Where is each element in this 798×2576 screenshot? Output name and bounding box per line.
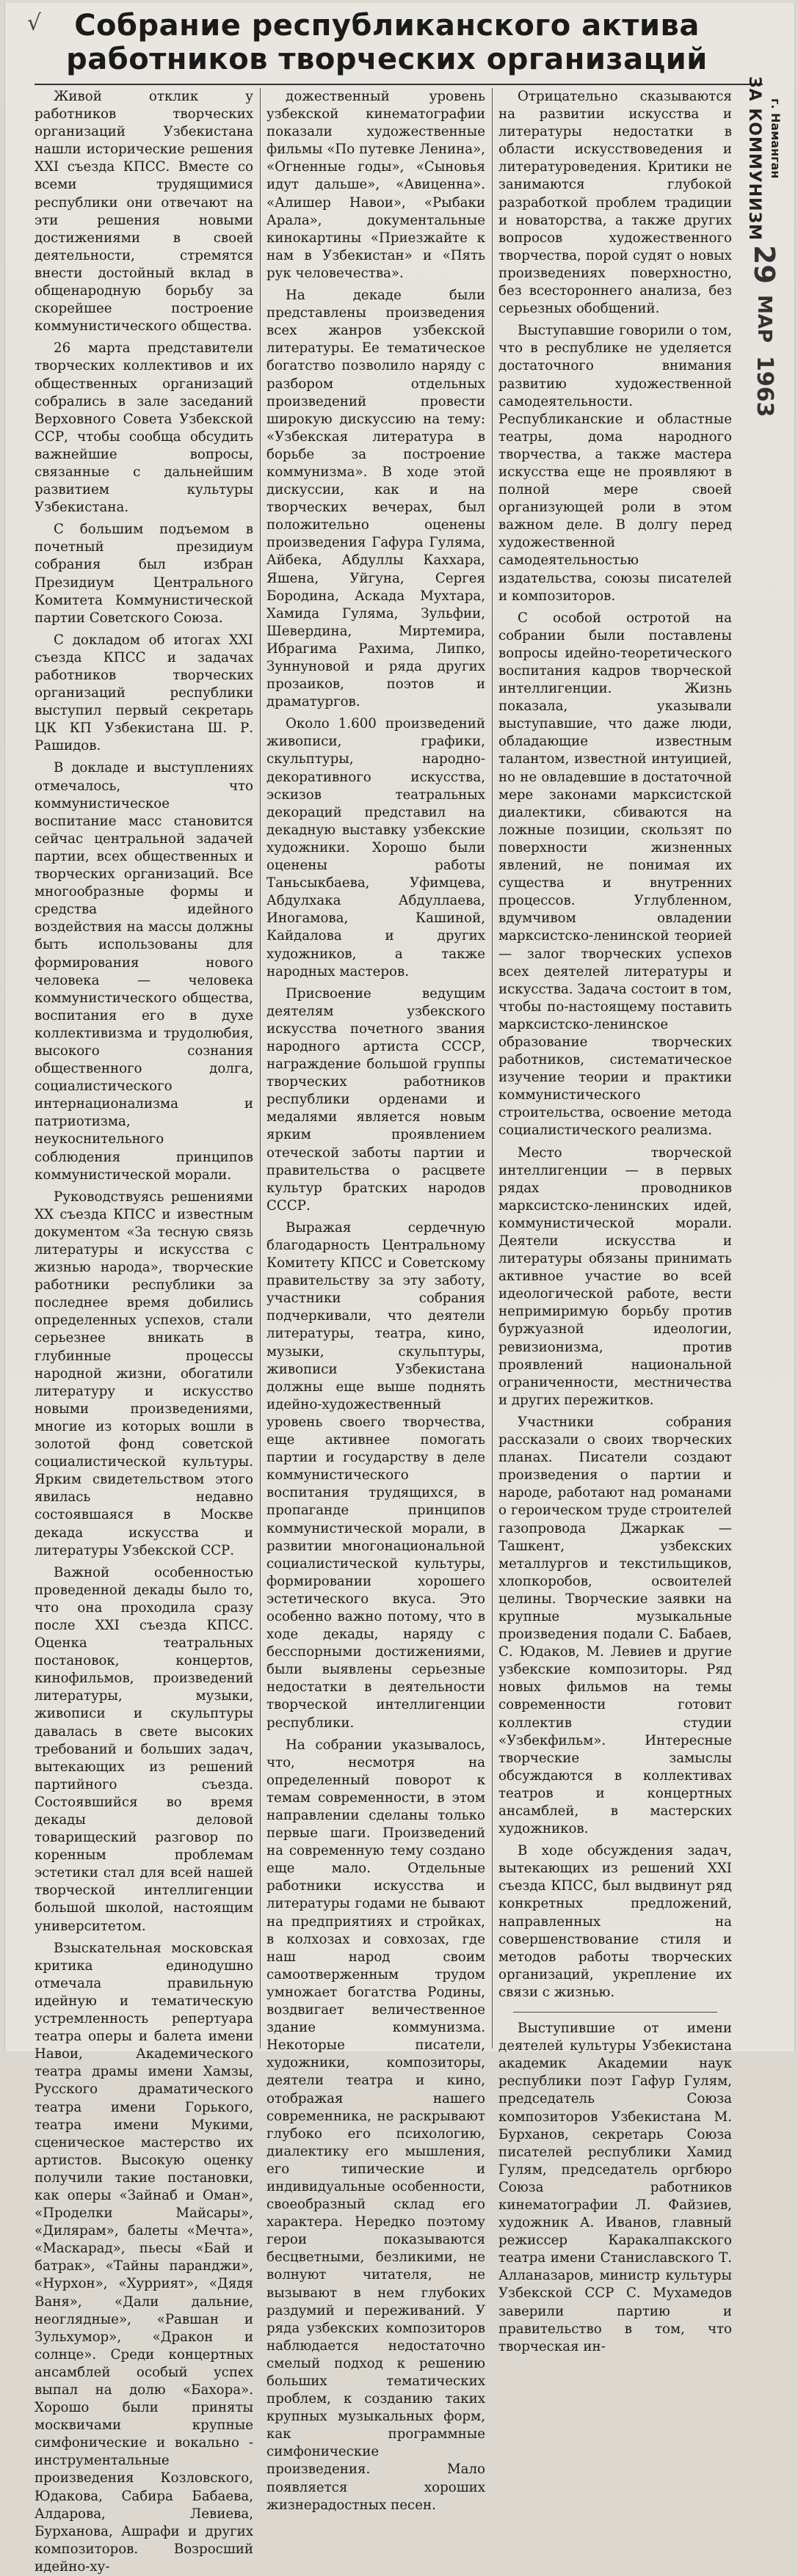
paragraph: Отрицательно сказываются на развитии искусства и литературы недостатки в области искусствоведения и литературоведения. Критики не занимаются глубокой разработкой проблем традиции и новаторства, а также других вопросов художественного творчества, порой судят о новых произведениях поверхностно, без всестороннего анализа, без серьезных обобщений. [498, 89, 732, 317]
paragraph: дожественный уровень узбекской кинематографии показали художественные фильмы «По путевке Ленина», «Огненные годы», «Сыновья идут дальше», «Авиценна». «Алишер Навои», «Рыбаки Арала», документальные кинокартины «Приезжайте к нам в Узбекистан» и «Пять рук человечества». [266, 89, 485, 281]
stamp-day: 29 [748, 245, 780, 284]
article-column-3 [498, 88, 732, 2354]
paragraph: Выражая сердечную благодарность Центральному Комитету КПСС и Советскому правительству за эту заботу, участники собрания подчеркивали, что деятели литературы, театра, кино, музыки, скульптуры, живописи Узбекистана должны еще выше поднять идейно-художественный уровень своего творчества, еще активнее помогать партии и государству в деле коммунистического воспитания трудящихся, в пропаганде принципов коммунистической морали, в развитии многонациональной социалистической культуры, формировании хорошего эстетического вкуса. Это особенно важно потому, что в ходе декады, наряду с бесспорными достижениями, были выявлены серьезные недостатки в деятельности творческой интеллигенции республики. [266, 1219, 485, 1731]
date-stamp [748, 245, 780, 417]
headline-rule [35, 84, 763, 85]
headline [57, 9, 717, 76]
newspaper-city: г. Наманган [769, 98, 783, 179]
headline-line-2: работников творческих организаций [66, 43, 708, 76]
paragraph: Место творческой интеллигенции — в первых рядах проводников марксистско-ленинских идей, коммунистической морали. Деятели искусства и литературы обязаны принимать активное участие во всей идеологической работе, вести непримиримую борьбу против буржуазной идеологии, ревизионизма, против проявлений национальной ограниченности, местничества и других пережитков. [498, 1145, 732, 1408]
article-column-2 [266, 88, 485, 2513]
stamp-month: МАР [753, 295, 775, 343]
newspaper-name: ЗА КОММУНИЗМ [745, 76, 763, 241]
newspaper-page [4, 3, 795, 2575]
paragraph: В ходе обсуждения задач, вытекающих из решений XXI съезда КПСС, был выдвинут ряд конкретных предложений, направленных на совершенствование стиля и методов работы творческих организаций, укрепление их связи с жизнью. [498, 1843, 732, 2000]
paragraph: Живой отклик у работников творческих организаций Узбекистана нашли исторические решения XXI съезда КПСС. Вместе со всеми трудящимися республики они отвечают на эти решения новыми достижениями в своей деятельности, стремятся внести достойный вклад в общенародную борьбу за скорейшее построение коммунистического общества. [35, 89, 253, 335]
paragraph: Присвоение ведущим деятелям узбекского искусства почетного звания народного артиста СССР, награждение большой группы творческих работников республики орденами и медалями является новым ярким проявлением отеческой заботы партии и правительства о расцвете культур братских народов СССР. [266, 985, 485, 1214]
column-divider [260, 88, 261, 2048]
paragraph: Выступившие от имени деятелей культуры Узбекистана академик Академии наук республики поэт Гафур Гулям, председатель Союза композиторов Узбекистана М. Бурханов, секретарь Союза писателей республики Хамид Гулям, председатель оргбюро Союза работников кинематографии Л. Файзиев, художник А. Иванов, главный режиссер Каракалпакского театра имени Станиславского Т. Алланазаров, министр культуры Узбекской ССР С. Мухамедов заверили партию и правительство в том, что творческая ин- [498, 2021, 732, 2354]
check-mark: √ [27, 10, 42, 36]
section-divider [513, 2012, 717, 2013]
paragraph: Выступавшие говорили о том, что в республике не уделяется достаточного внимания развитию художественной самодеятельности. Республиканские и областные театры, дома народного творчества, а также мастера искусства еще не проявляют в полной мере своей организующей роли в этом важном деле. В долгу перед художественной самодеятельностью издательства, союзы писателей и композиторов. [498, 323, 732, 604]
paragraph: С большим подъемом в почетный президиум собрания был избран Президиум Центрального Комитета Коммунистической партии Советского Союза. [35, 522, 253, 626]
paragraph: В докладе и выступлениях отмечалось, что коммунистическое воспитание масс становится сейчас центральной задачей партии, всех общественных и творческих организаций. Все многообразные формы и средства идейного воздействия на массы должны быть использованы для формирования нового человека — человека коммунистического общества, воспитания его в духе коллективизма и трудолюбия, высокого сознания общественного долга, социалистического интернационализма и патриотизма, неукоснительного соблюдения принципов коммунистической морали. [35, 760, 253, 1183]
paragraph: Взыскательная московская критика единодушно отмечала правильную идейную и тематическую устремленность репертуара театра оперы и балета имени Навои, Академического театра драмы имени Хамзы, Русского драматического театра имени Горького, театра имени Мукими, сценическое мастерство их артистов. Высокую оценку получили такие постановки, как оперы «Зайнаб и Оман», «Проделки Майсары», «Дилярам», балеты «Мечта», «Маскарад», пьесы «Бай и батрак», «Тайны паранджи», «Нурхон», «Хуррият», «Дядя Ваня», «Дали дальние, неоглядные», «Равшан и Зульхумор», «Дракон и солнце». Среди концертных ансамблей особый успех выпал на долю «Бахора». Хорошо были приняты москвичами крупные симфонические и вокально - инструментальные произведения Козловского, Юдакова, Сабира Бабаева, Алдарова, Левиева, Бурханова, Ашрафи и других композиторов. Возросший идейно-ху- [35, 1940, 253, 2575]
paragraph: На собрании указывалось, что, несмотря на определенный поворот к темам современности, в этом направлении сделаны только первые шаги. Произведений на современную тему создано еще мало. Отдельные работники искусства и литературы годами не бывают на предприятиях и стройках, в колхозах и совхозах, где наш народ своим самоотверженным трудом умножает богатства Родины, воздвигает величественное здание коммунизма. Некоторые писатели, художники, композиторы, деятели театра и кино, отображая нашего современника, не раскрывают глубоко его психологию, диалектику его мышления, его типические и индивидуальные особенности, своеобразный склад его характера. Нередко поэтому герои показываются бесцветными, безликими, не волнуют читателя, не вызывают в нем глубоких раздумий и переживаний. У ряда узбекских композиторов наблюдается недостаточно смелый подход к решению больших тематических проблем, к созданию таких крупных музыкальных форм, как программные симфонические произведения. Мало появляется хороших жизнерадостных песен. [266, 1737, 485, 2513]
paragraph: На декаде были представлены произведения всех жанров узбекской литературы. Ее тематическое богатство позволило наряду с разбором отдельных произведений провести широкую дискуссию на тему: «Узбекская литература в борьбе за построение коммунизма». В ходе этой дискуссии, как и на творческих вечерах, был положительно оценены произведения Гафура Гуляма, Айбека, Абдуллы Каххара, Яшена, Уйгуна, Сергея Бородина, Аскада Мухтара, Хамида Гуляма, Зульфии, Шевердина, Миртемира, Ибрагима Рахима, Липко, Зуннуновой и ряда других прозаиков, поэтов и драматургов. [266, 288, 485, 710]
headline-line-1: Собрание республиканского актива [74, 9, 700, 43]
paragraph: С докладом об итогах XXI съезда КПСС и задачах работников творческих организаций республики выступил первый секретарь ЦК КП Узбекистана Ш. Р. Рашидов. [35, 632, 253, 754]
paragraph: Участники собрания рассказали о своих творческих планах. Писатели создают произведения о партии и народе, работают над романами о героическом труде строителей газопровода Джаркак — Ташкент, узбекских металлургов и текстильщиков, хлопкоробов, освоителей целины. Творческие заявки на крупные музыкальные произведения подали С. Бабаев, С. Юдаков, М. Левиев и другие узбекские композиторы. Ряд новых фильмов на темы современности готовит коллектив студии «Узбекфильм». Интересные творческие замыслы обсуждаются в коллективах театров и концертных ансамблей, в мастерских художников. [498, 1414, 732, 1837]
paragraph: Руководствуясь решениями XX съезда КПСС и известным документом «За тесную связь литературы и искусства с жизнью народа», творческие работники республики за последнее время добились определенных успехов, стали серьезнее вникать в глубинные процессы народной жизни, обогатили литературу и искусство новыми произведениями, многие из которых вошли в золотой фонд советской социалистической культуры. Ярким свидетельством этого явилась недавно состоявшаяся в Москве декада искусства и литературы Узбекской ССР. [35, 1189, 253, 1558]
paragraph: Важной особенностью проведенной декады было то, что она проходила сразу после XXI съезда КПСС. Оценка театральных постановок, концертов, кинофильмов, произведений литературы, музыки, живописи и скульптуры давалась в свете высоких требований и больших задач, вытекающих из решений партийного съезда. Состоявшийся во время декады деловой товарищеский разговор по коренным проблемам эстетики стал для всей нашей творческой интеллигенции большой школой, настоящим университетом. [35, 1564, 253, 1934]
paragraph: Около 1.600 произведений живописи, графики, скульптуры, народно-декоративного искусства, эскизов театральных декораций представил на декадную выставку узбекские художники. Хорошо были оценены работы Таньсыкбаева, Уфимцева, Абдулхака Абдуллаева, Иногамова, Кашиной, Кайдалова и других художников, а также народных мастеров. [266, 716, 485, 979]
stamp-year: 1963 [752, 356, 777, 417]
paragraph: С особой остротой на собрании были поставлены вопросы идейно-теоретического воспитания кадров творческой интеллигенции. Жизнь показала, указывали выступавшие, что даже люди, обладающие известным талантом, известной интуицией, но не овладевшие в достаточной мере законами марксистской диалектики, сбиваются на ложные позиции, скользят по поверхности жизненных явлений, не понимая их существа и внутренних процессов. Углубленном, вдумчивом овладении марксистско-ленинской теорией — залог творческих успехов всех деятелей литературы и искусства. Задача состоит в том, чтобы по-настоящему поставить марксистско-ленинское образование творческих работников, систематическое изучение теории и практики коммунистического строительства, освоение метода социалистического реализма. [498, 610, 732, 1139]
column-divider [492, 88, 493, 2048]
article-column-1 [35, 88, 253, 2575]
paragraph: 26 марта представители творческих коллективов и их общественных организаций собрались в зале заседаний Верховного Совета Узбекской ССР, чтобы сообща обсудить важнейшие вопросы, связанные с дальнейшим развитием культуры Узбекистана. [35, 340, 253, 516]
